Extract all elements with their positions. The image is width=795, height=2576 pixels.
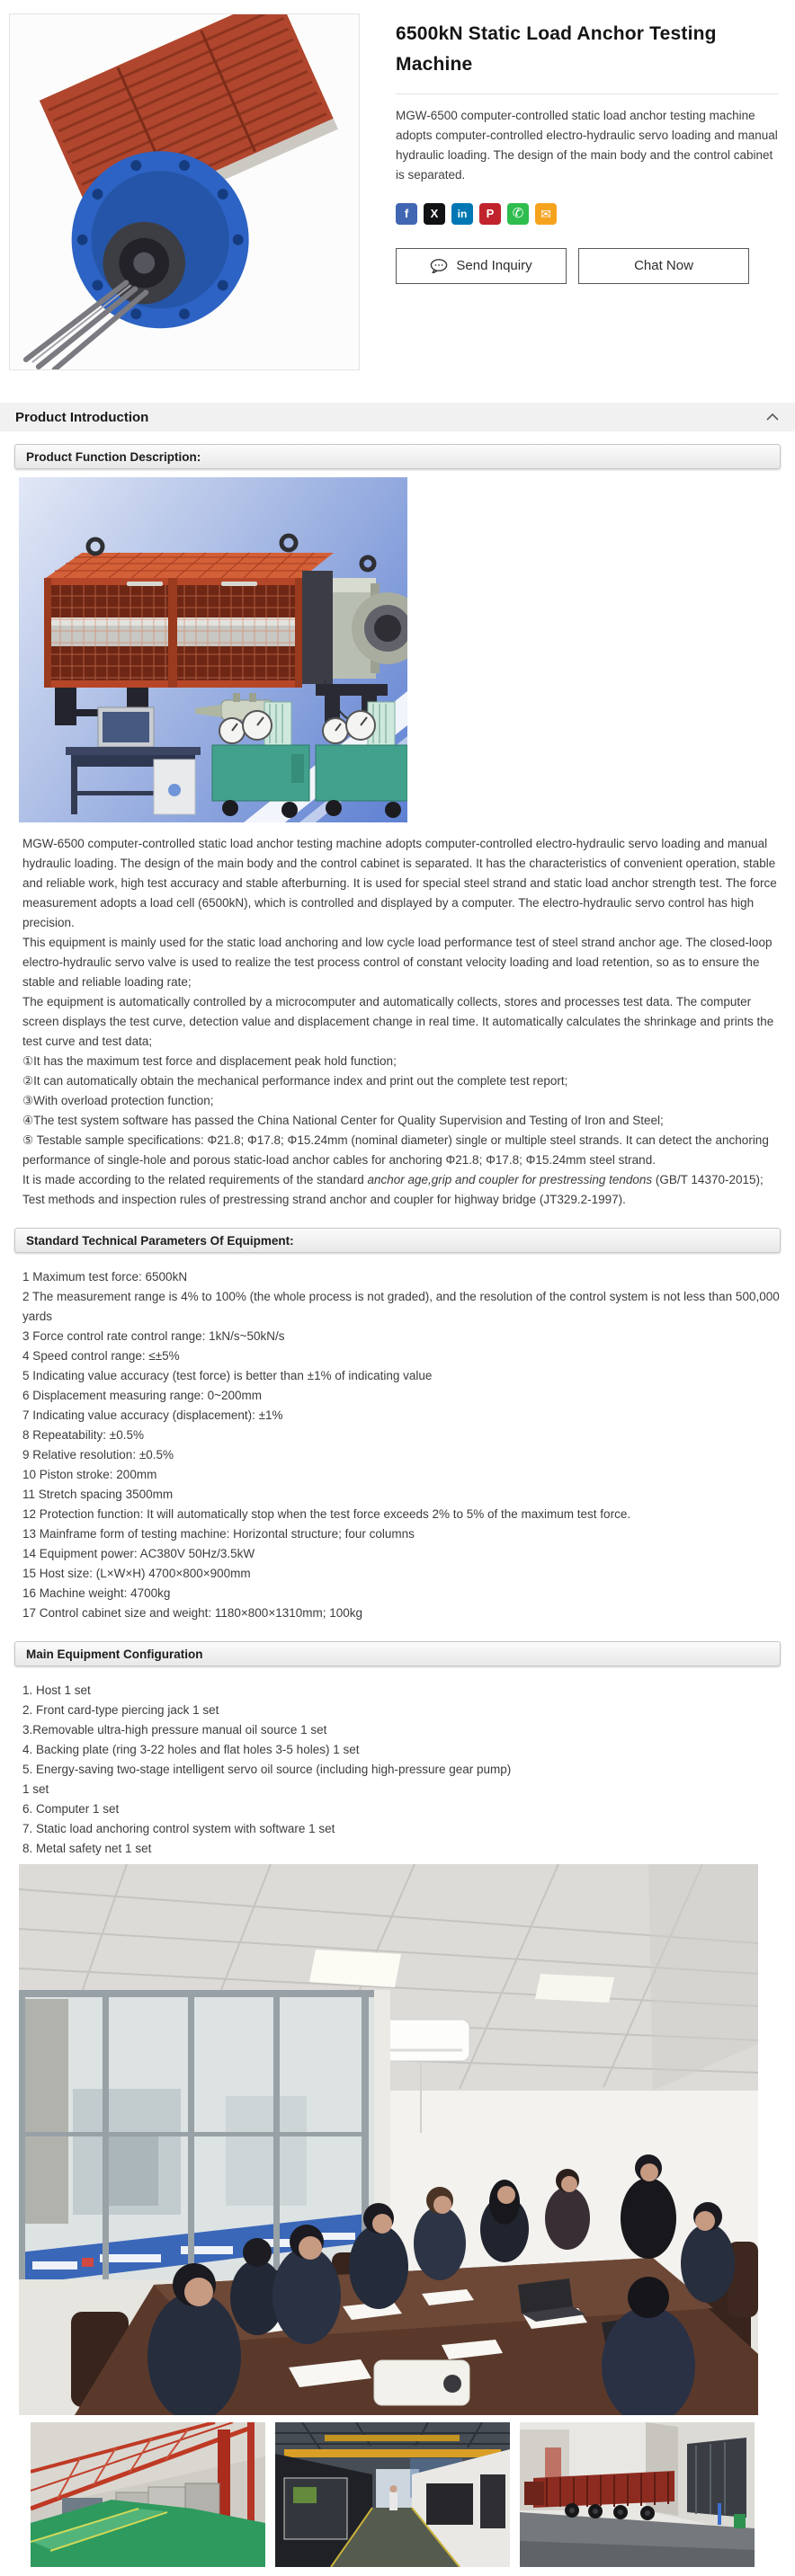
- parameter-item: 12 Protection function: It will automatically stop when the test force exceeds 2% to 5% of the maximum test force.: [22, 1507, 631, 1521]
- parameter-item: 10 Piston stroke: 200mm: [22, 1468, 157, 1481]
- configuration-item: 1. Host 1 set: [22, 1683, 91, 1697]
- chat-now-label: Chat Now: [634, 258, 693, 274]
- description-feature-4: ④The test system software has passed the China National Center for Quality Supervision and Testing of Iron and Steel;: [22, 1114, 664, 1127]
- chevron-up-icon: [766, 413, 779, 421]
- standard-name-italic: anchor age,grip and coupler for prestressing tendons: [367, 1173, 653, 1186]
- description-feature-1: ①It has the maximum test force and displacement peak hold function;: [22, 1054, 397, 1068]
- function-description-text: [14, 834, 781, 1210]
- title-divider: [396, 93, 778, 94]
- parameter-item: 17 Control cabinet size and weight: 1180×800×1310mm; 100kg: [22, 1606, 363, 1620]
- anchor-testing-machine-photo: [10, 14, 359, 369]
- parameter-item: 4 Speed control range: ≤±5%: [22, 1349, 180, 1363]
- pinterest-share-icon[interactable]: P: [479, 203, 501, 225]
- description-paragraph: MGW-6500 computer-controlled static load anchor testing machine adopts computer-controlled electro-hydraulic servo loading and manual hydraulic loading. The design of the main body and the control cabinet is separated. It has the characteristics of convenient operation, stable and reliable work, high test accuracy and stable afterburning. It is used for special steel strand and static load anchor strength test. The force measurement adopts a load cell (6500kN), which is controlled and displayed by a computer. The electro-hydraulic servo control has high precision.: [22, 837, 777, 929]
- configuration-item: 4. Backing plate (ring 3-22 holes and flat holes 3-5 holes) 1 set: [22, 1743, 360, 1756]
- facebook-share-icon[interactable]: f: [396, 203, 417, 225]
- product-info: [396, 13, 778, 370]
- machine-system-figure: [19, 477, 407, 822]
- parameter-item: 11 Stretch spacing 3500mm: [22, 1488, 174, 1501]
- section-title: Product Introduction: [15, 409, 149, 425]
- gallery-photo-factory-floor: [31, 2422, 265, 2567]
- standard-note: It is made according to the related requirements of the standard anchor age,grip and coupler for prestressing tendons (GB/T 14370-2015); Test methods and inspection rules of prestressing strand anchor and coupler for highway bridge (JT329.2-1997).: [22, 1173, 764, 1206]
- technical-parameters-list: [14, 1267, 781, 1623]
- configuration-item: 3.Removable ultra-high pressure manual oil source 1 set: [22, 1723, 327, 1737]
- send-inquiry-button[interactable]: [396, 248, 567, 284]
- factory-gallery: [31, 2422, 781, 2567]
- product-main-image[interactable]: [9, 13, 360, 370]
- parameter-item: 5 Indicating value accuracy (test force) is better than ±1% of indicating value: [22, 1369, 433, 1382]
- parameter-item: 6 Displacement measuring range: 0~200mm: [22, 1389, 263, 1402]
- gallery-photo-cnc-workshop: [275, 2422, 510, 2567]
- email-share-icon[interactable]: ✉: [535, 203, 557, 225]
- parameter-item: 2 The measurement range is 4% to 100% (the whole process is not graded), and the resolution of the control system is not less than 500,000 yards: [22, 1290, 780, 1323]
- equipment-configuration-list: [14, 1681, 781, 1859]
- social-share-row: [396, 203, 778, 225]
- parameter-item: 7 Indicating value accuracy (displacement): ±1%: [22, 1408, 283, 1422]
- send-inquiry-label: Send Inquiry: [456, 258, 532, 274]
- factory-meeting-photo: [19, 1864, 758, 2415]
- configuration-item: 1 set: [22, 1782, 49, 1796]
- gallery-photo-truck-loading: [520, 2422, 755, 2567]
- function-description-header: Product Function Description:: [14, 444, 781, 469]
- parameter-item: 14 Equipment power: AC380V 50Hz/3.5kW: [22, 1547, 255, 1560]
- parameter-item: 8 Repeatability: ±0.5%: [22, 1428, 144, 1442]
- configuration-item: 8. Metal safety net 1 set: [22, 1842, 152, 1855]
- description-feature-2: ②It can automatically obtain the mechanical performance index and print out the complete test report;: [22, 1074, 568, 1088]
- description-paragraph: This equipment is mainly used for the static load anchoring and low cycle load performance test of steel strand anchor age. The closed-loop electro-hydraulic servo valve is used to realize the test process control of constant velocity loading and load retention, so as to ensure the stable and reliable loading rate;: [22, 936, 773, 989]
- chat-bubble-icon: [430, 259, 448, 273]
- product-title: 6500kN Static Load Anchor Testing Machine: [396, 23, 717, 75]
- parameter-item: 3 Force control rate control range: 1kN/s~50kN/s: [22, 1329, 285, 1343]
- configuration-item: 2. Front card-type piercing jack 1 set: [22, 1703, 219, 1717]
- chat-now-button[interactable]: [578, 248, 749, 284]
- parameter-item: 9 Relative resolution: ±0.5%: [22, 1448, 174, 1461]
- product-introduction-content: [0, 431, 795, 2576]
- description-paragraph: The equipment is automatically controlled by a microcomputer and automatically collects, stores and processes test data. The computer screen displays the test curve, detection value and displacement change in real time. It automatically calculates the shrinkage and prints the test curve and test data;: [22, 995, 774, 1048]
- action-buttons: [396, 248, 778, 284]
- x-twitter-share-icon[interactable]: X: [424, 203, 445, 225]
- testing-machine-illustration: [19, 477, 407, 822]
- parameter-item: 1 Maximum test force: 6500kN: [22, 1270, 188, 1284]
- technical-parameters-header: Standard Technical Parameters Of Equipment:: [14, 1228, 781, 1253]
- linkedin-share-icon[interactable]: in: [451, 203, 473, 225]
- configuration-item: 6. Computer 1 set: [22, 1802, 120, 1816]
- parameter-item: 15 Host size: (L×W×H) 4700×800×900mm: [22, 1567, 251, 1580]
- product-short-description: MGW-6500 computer-controlled static load anchor testing machine adopts computer-controlled electro-hydraulic servo loading and manual hydraulic loading. The design of the main body and the control cabinet is separated.: [396, 109, 778, 182]
- section-header-product-introduction[interactable]: [0, 403, 795, 431]
- description-feature-5: ⑤ Testable sample specifications: Φ21.8; Φ17.8; Φ15.24mm (nominal diameter) single or multiple steel strands. It can detect the anchoring performance of single-hole and porous static-load anchor cables for anchoring Φ21.8; Φ17.8; Φ15.24mm steel strand.: [22, 1133, 769, 1167]
- parameter-item: 16 Machine weight: 4700kg: [22, 1586, 171, 1600]
- description-feature-3: ③With overload protection function;: [22, 1094, 214, 1107]
- product-summary: [0, 0, 795, 370]
- parameter-item: 13 Mainframe form of testing machine: Horizontal structure; four columns: [22, 1527, 415, 1541]
- whatsapp-share-icon[interactable]: ✆: [507, 203, 529, 225]
- configuration-item: 7. Static load anchoring control system with software 1 set: [22, 1822, 335, 1835]
- equipment-configuration-header: Main Equipment Configuration: [14, 1641, 781, 1666]
- configuration-item: 5. Energy-saving two-stage intelligent servo oil source (including high-pressure gear pump): [22, 1763, 512, 1776]
